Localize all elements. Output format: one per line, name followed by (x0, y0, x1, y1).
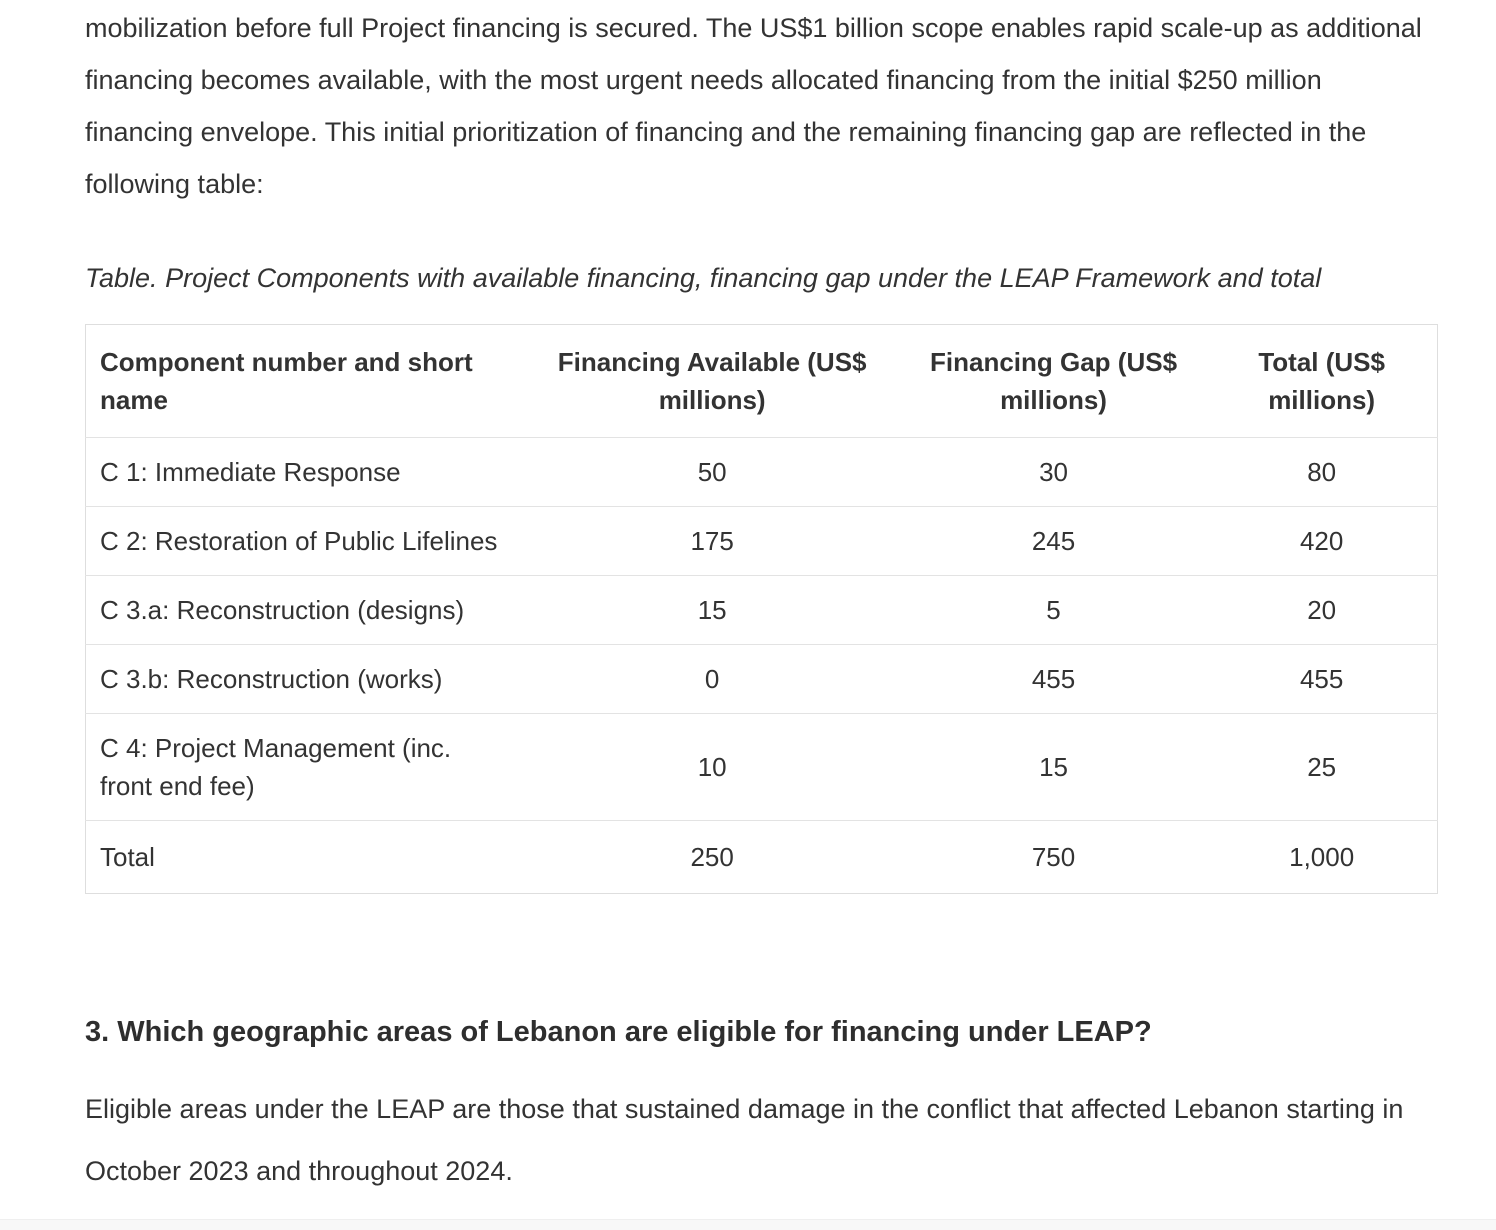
table-caption: Table. Project Components with available financing, financing gap under the LEAP Framework and total (85, 263, 1322, 293)
cell-available: 250 (690, 842, 734, 872)
table-row (86, 645, 1438, 714)
cell-total: 80 (1307, 457, 1337, 487)
header-component: Component number and short name (100, 347, 473, 415)
cell-gap: 15 (1039, 752, 1068, 782)
cell-gap: 30 (1039, 457, 1068, 487)
table-row (86, 438, 1438, 507)
financing-table-header (86, 325, 1438, 438)
table-row (86, 507, 1438, 576)
bottom-section-divider (0, 1219, 1496, 1230)
cell-gap: 5 (1046, 595, 1061, 625)
cell-available: 175 (690, 526, 734, 556)
cell-total: 20 (1307, 595, 1337, 625)
cell-total: 25 (1307, 752, 1337, 782)
cell-component: C 4: Project Management (inc. front end fee) (100, 733, 452, 801)
header-financing-available: Financing Available (US$ millions) (557, 347, 867, 415)
cell-component: C 1: Immediate Response (100, 457, 401, 487)
cell-component: C 3.b: Reconstruction (works) (100, 664, 443, 694)
cell-available: 15 (697, 595, 727, 625)
section-paragraph: Eligible areas under the LEAP are those that sustained damage in the conflict that affected Lebanon starting in October 2023 and throughout 2024. (85, 1094, 1404, 1186)
cell-gap: 455 (1031, 664, 1076, 694)
cell-component: Total (100, 842, 155, 872)
cell-available: 0 (704, 664, 720, 694)
cell-total: 1,000 (1289, 842, 1355, 872)
section-heading-geographic-areas: 3. Which geographic areas of Lebanon are eligible for financing under LEAP? (85, 1016, 1152, 1048)
table-row-total (86, 821, 1438, 894)
cell-gap: 245 (1031, 526, 1076, 556)
cell-component: C 2: Restoration of Public Lifelines (100, 526, 498, 556)
cell-available: 10 (697, 752, 727, 782)
table-row (86, 576, 1438, 645)
cell-total: 455 (1299, 664, 1344, 694)
financing-table-body (86, 438, 1438, 894)
intro-paragraph: mobilization before full Project financing is secured. The US$1 billion scope enables rapid scale-up as additional financing becomes available, with the most urgent needs allocated financing from the initial $250 million financing envelope. This initial prioritization of financing and the remaining financing gap are reflected in the following table: (85, 13, 1422, 199)
table-header-row (86, 325, 1438, 438)
cell-component: C 3.a: Reconstruction (designs) (100, 595, 465, 625)
cell-total: 420 (1299, 526, 1344, 556)
header-total: Total (US$ millions) (1258, 347, 1385, 415)
table-row (86, 714, 1438, 821)
cell-gap: 750 (1031, 842, 1076, 872)
cell-available: 50 (697, 457, 727, 487)
financing-table (85, 324, 1438, 894)
header-financing-gap: Financing Gap (US$ millions) (930, 347, 1178, 415)
